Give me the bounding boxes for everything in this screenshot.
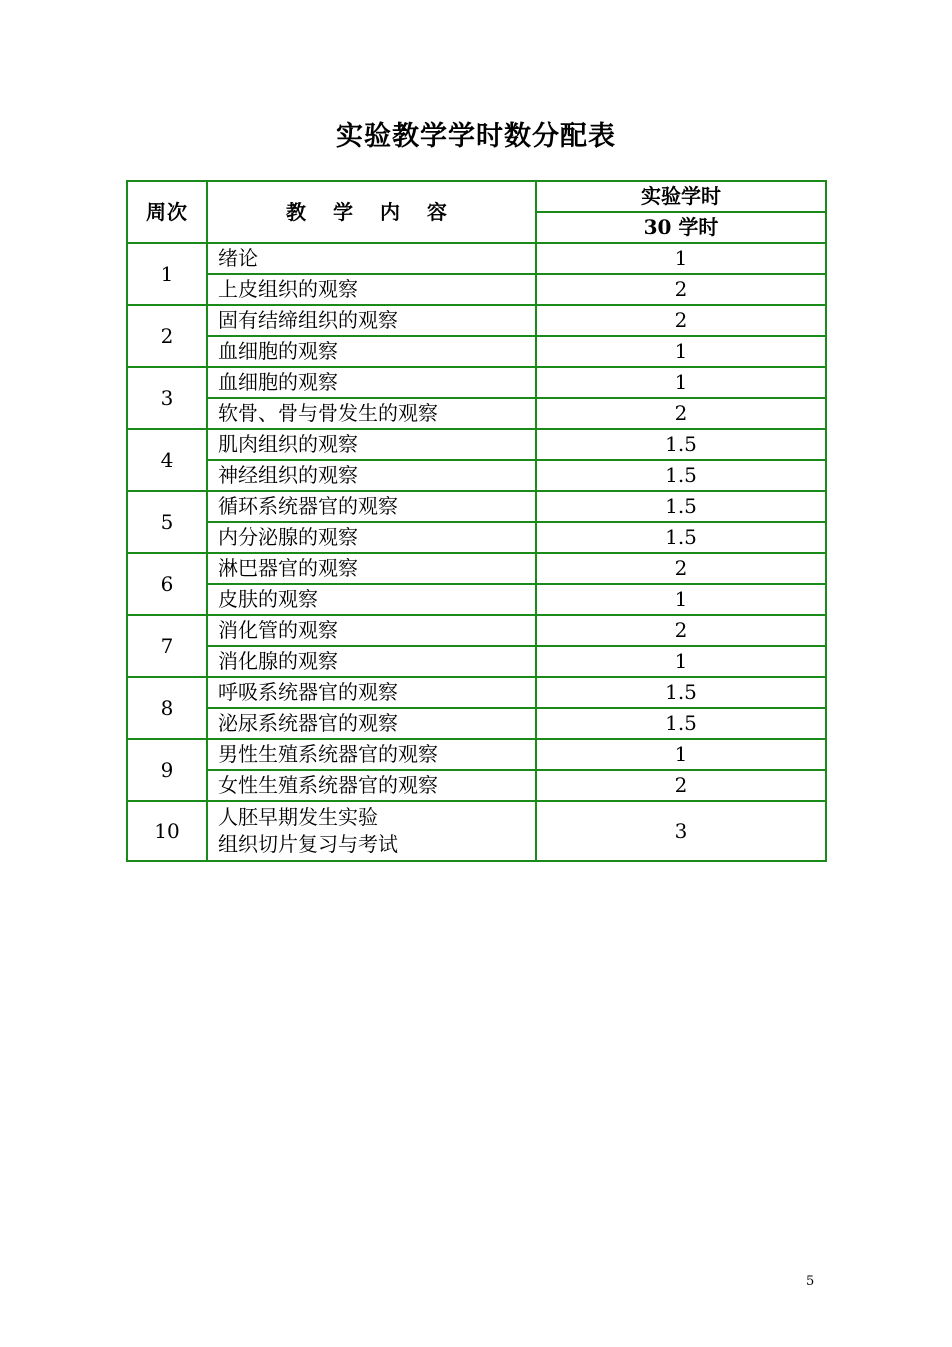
hours-cell: 1.5	[536, 491, 826, 522]
week-cell: 3	[127, 367, 207, 429]
content-line: 人胚早期发生实验	[218, 805, 378, 829]
week-cell: 10	[127, 801, 207, 861]
content-cell	[207, 801, 536, 861]
header-hours: 实验学时	[536, 181, 826, 212]
hours-cell: 1	[536, 367, 826, 398]
hours-cell: 2	[536, 398, 826, 429]
table-row	[127, 336, 826, 367]
table-row	[127, 274, 826, 305]
content-line: 组织切片复习与考试	[218, 832, 398, 856]
week-cell: 6	[127, 553, 207, 615]
content-cell: 神经组织的观察	[207, 460, 536, 491]
week-cell: 4	[127, 429, 207, 491]
table-row	[127, 460, 826, 491]
table-row	[127, 615, 826, 646]
week-cell: 8	[127, 677, 207, 739]
week-cell: 5	[127, 491, 207, 553]
content-cell: 呼吸系统器官的观察	[207, 677, 536, 708]
week-cell: 1	[127, 243, 207, 305]
table-row	[127, 367, 826, 398]
table-row	[127, 708, 826, 739]
table-row	[127, 522, 826, 553]
content-cell: 血细胞的观察	[207, 367, 536, 398]
table-row	[127, 770, 826, 801]
content-cell: 淋巴器官的观察	[207, 553, 536, 584]
content-cell: 固有结缔组织的观察	[207, 305, 536, 336]
table-row	[127, 801, 826, 861]
table-row	[127, 584, 826, 615]
hours-cell: 2	[536, 553, 826, 584]
table-row	[127, 739, 826, 770]
table-row	[127, 305, 826, 336]
content-cell: 消化管的观察	[207, 615, 536, 646]
header-content: 教 学 内 容	[207, 181, 536, 243]
page-title: 实验教学学时数分配表	[336, 121, 616, 152]
hours-cell: 1.5	[536, 460, 826, 491]
table-row	[127, 243, 826, 274]
hours-cell: 1.5	[536, 708, 826, 739]
hours-cell: 1.5	[536, 677, 826, 708]
content-cell: 皮肤的观察	[207, 584, 536, 615]
content-cell: 软骨、骨与骨发生的观察	[207, 398, 536, 429]
table-row	[127, 646, 826, 677]
content-cell: 血细胞的观察	[207, 336, 536, 367]
week-cell: 2	[127, 305, 207, 367]
content-cell: 泌尿系统器官的观察	[207, 708, 536, 739]
table-row	[127, 398, 826, 429]
content-cell: 肌肉组织的观察	[207, 429, 536, 460]
hours-cell: 1	[536, 336, 826, 367]
content-cell: 循环系统器官的观察	[207, 491, 536, 522]
content-cell: 绪论	[207, 243, 536, 274]
week-cell: 7	[127, 615, 207, 677]
hours-allocation-table	[126, 180, 827, 862]
hours-cell: 1.5	[536, 522, 826, 553]
header-hours-total: 30 学时	[536, 212, 826, 243]
content-cell: 上皮组织的观察	[207, 274, 536, 305]
hours-cell: 1	[536, 739, 826, 770]
hours-cell: 1.5	[536, 429, 826, 460]
table-row	[127, 429, 826, 460]
table-header-row	[127, 181, 826, 212]
table-row	[127, 491, 826, 522]
header-week: 周次	[127, 181, 207, 243]
hours-cell: 2	[536, 615, 826, 646]
table-row	[127, 677, 826, 708]
hours-cell: 1	[536, 584, 826, 615]
hours-cell: 2	[536, 274, 826, 305]
hours-cell: 1	[536, 646, 826, 677]
week-cell: 9	[127, 739, 207, 801]
hours-cell: 2	[536, 305, 826, 336]
hours-cell: 2	[536, 770, 826, 801]
page-number: 5	[806, 1274, 815, 1289]
content-cell: 女性生殖系统器官的观察	[207, 770, 536, 801]
content-cell: 内分泌腺的观察	[207, 522, 536, 553]
content-cell: 男性生殖系统器官的观察	[207, 739, 536, 770]
content-cell: 消化腺的观察	[207, 646, 536, 677]
hours-cell: 3	[536, 801, 826, 861]
hours-cell: 1	[536, 243, 826, 274]
table-row	[127, 553, 826, 584]
